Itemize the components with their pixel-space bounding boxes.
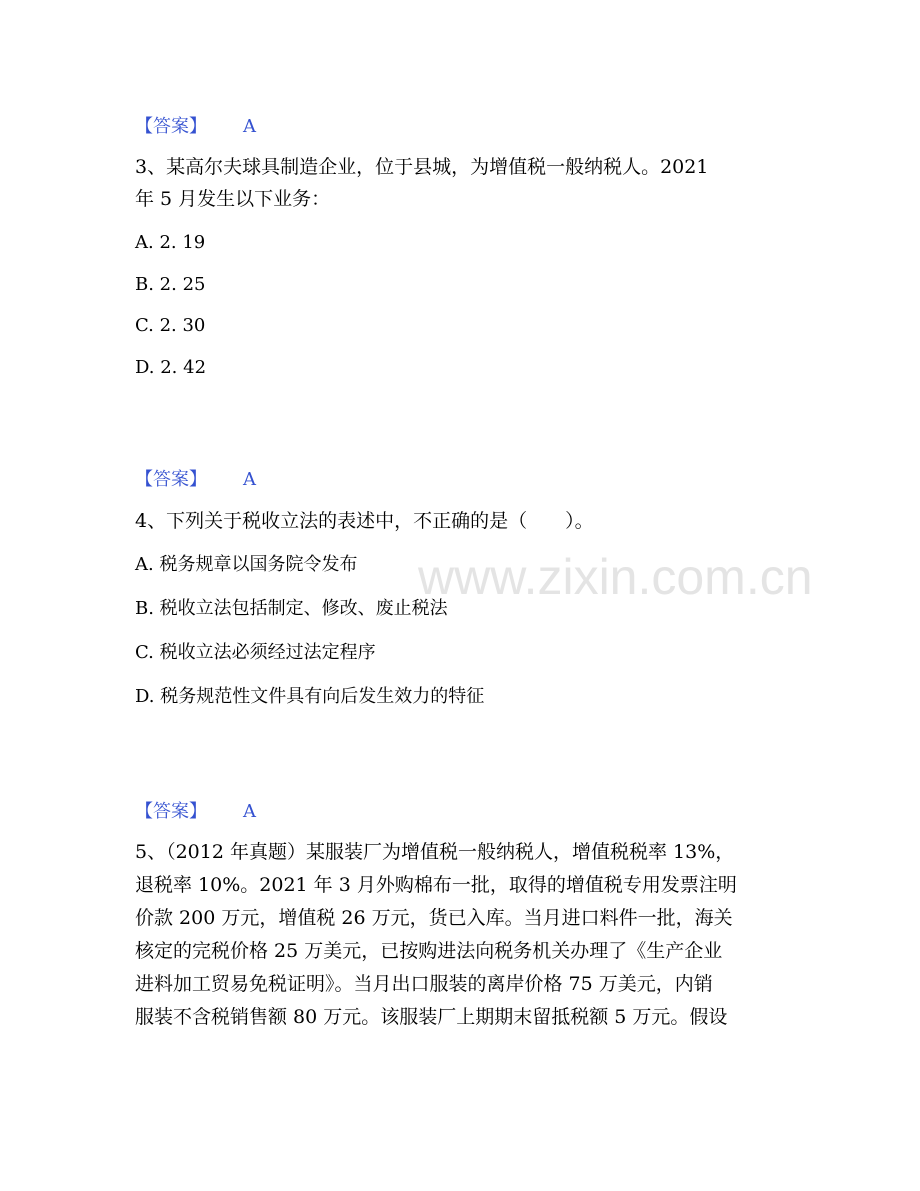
answer-line (135, 112, 256, 138)
question-line: 3、某高尔夫球具制造企业，位于县城，为增值税一般纳税人。2021 (135, 156, 709, 178)
option-a: A. 税务规章以国务院令发布 (135, 554, 358, 575)
question-line: 年 5 月发生以下业务： (135, 188, 331, 210)
question-line: 4、下列关于税收立法的表述中，不正确的是（ ）。 (135, 510, 594, 532)
answer-label: 【答案】 (135, 801, 207, 822)
answer-value: A (243, 116, 256, 137)
question-line: 进料加工贸易免税证明》。当月出口服装的离岸价格 75 万美元，内销 (135, 973, 713, 995)
question-line: 服装不含税销售额 80 万元。该服装厂上期期末留抵税额 5 万元。假设 (135, 1006, 728, 1028)
option-a: A. 2. 19 (135, 232, 206, 253)
answer-label: 【答案】 (135, 469, 207, 490)
question-line: 核定的完税价格 25 万美元，已按购进法向税务机关办理了《生产企业 (135, 940, 723, 962)
option-c: C. 税收立法必须经过法定程序 (135, 642, 376, 663)
question-line: 退税率 10%。2021 年 3 月外购棉布一批，取得的增值税专用发票注明 (135, 874, 737, 896)
answer-label: 【答案】 (135, 116, 207, 137)
watermark: www.zixin.com.cn (418, 549, 813, 605)
answer-line (135, 797, 256, 823)
option-b: B. 税收立法包括制定、修改、废止税法 (135, 598, 448, 619)
answer-line (135, 465, 256, 491)
option-d: D. 税务规范性文件具有向后发生效力的特征 (135, 686, 485, 707)
question-line: 价款 200 万元，增值税 26 万元，货已入库。当月进口料件一批，海关 (135, 907, 733, 929)
option-b: B. 2. 25 (135, 274, 206, 295)
option-c: C. 2. 30 (135, 315, 206, 336)
answer-value: A (243, 801, 256, 822)
answer-value: A (243, 469, 256, 490)
option-d: D. 2. 42 (135, 357, 207, 378)
question-line: 5、（2012 年真题）某服装厂为增值税一般纳税人，增值税税率 13%， (135, 841, 735, 863)
